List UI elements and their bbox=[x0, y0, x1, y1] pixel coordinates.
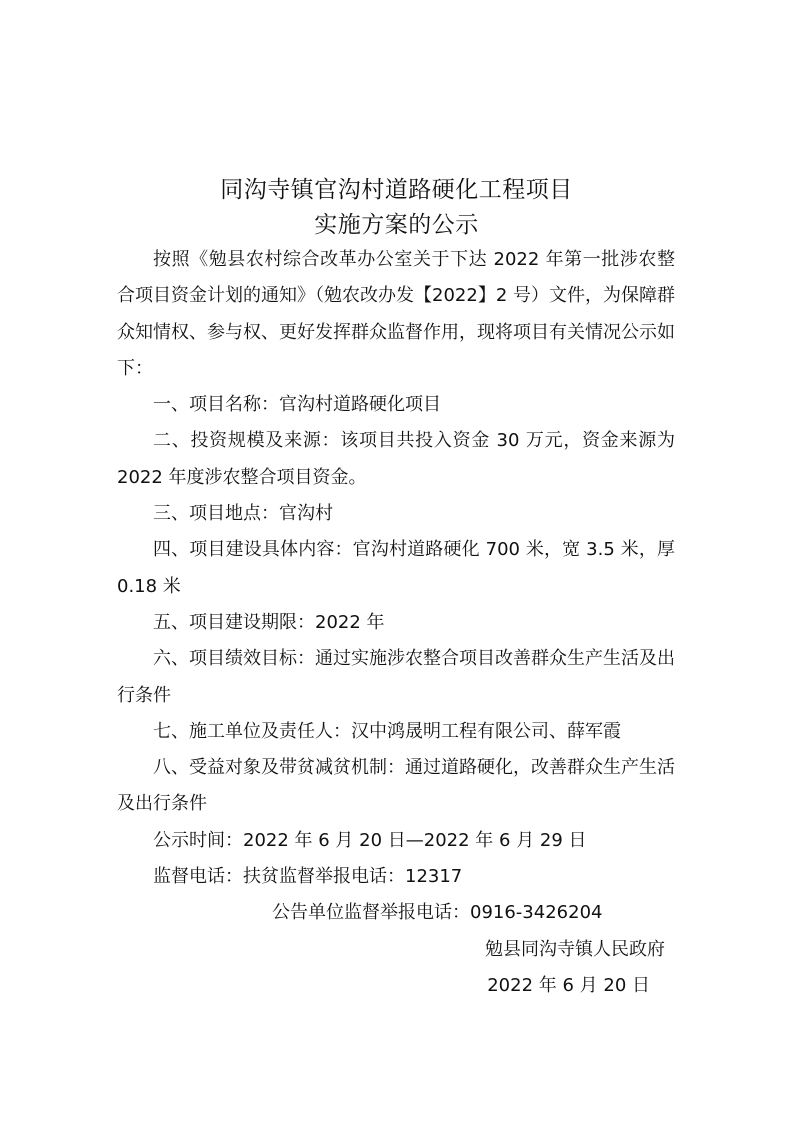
supervision-phone: 监督电话：扶贫监督举报电话：12317 bbox=[153, 866, 463, 888]
issuer-name: 勉县同沟寺镇人民政府 bbox=[485, 938, 665, 960]
item-content: 四、项目建设具体内容：官沟村道路硬化 700 米，宽 3.5 米，厚 0.18 米 bbox=[117, 539, 675, 597]
item-project-name: 一、项目名称：官沟村道路硬化项目 bbox=[153, 394, 441, 416]
item-performance-goal: 六、项目绩效目标：通过实施涉农整合项目改善群众生产生活及出行条件 bbox=[117, 648, 675, 706]
issue-date: 2022 年 6 月 20 日 bbox=[487, 974, 650, 996]
title-line-1: 同沟寺镇官沟村道路硬化工程项目 bbox=[220, 177, 573, 203]
intro-paragraph: 按照《勉县农村综合改革办公室关于下达 2022 年第一批涉农整合项目资金计划的通知》（勉农改办发【2022】2 号）文件，为保障群众知情权、参与权、更好发挥群众监督作用，现将项目有关情况公示如下： bbox=[117, 249, 675, 379]
title-line-2: 实施方案的公示 bbox=[314, 212, 479, 238]
item-location: 三、项目地点：官沟村 bbox=[153, 503, 333, 525]
document-body bbox=[117, 242, 675, 1004]
item-period: 五、项目建设期限：2022 年 bbox=[153, 611, 385, 633]
unit-phone: 公告单位监督举报电话：0916-3426204 bbox=[272, 902, 603, 924]
item-investment: 二、投资规模及来源：该项目共投入资金 30 万元，资金来源为 2022 年度涉农整合项目资金。 bbox=[117, 430, 675, 488]
item-beneficiaries: 八、受益对象及带贫减贫机制：通过道路硬化，改善群众生产生活及出行条件 bbox=[117, 757, 675, 815]
notice-period: 公示时间：2022 年 6 月 20 日—2022 年 6 月 29 日 bbox=[153, 829, 587, 851]
item-contractor: 七、施工单位及责任人：汉中鸿晟明工程有限公司、薛军霞 bbox=[153, 720, 621, 742]
